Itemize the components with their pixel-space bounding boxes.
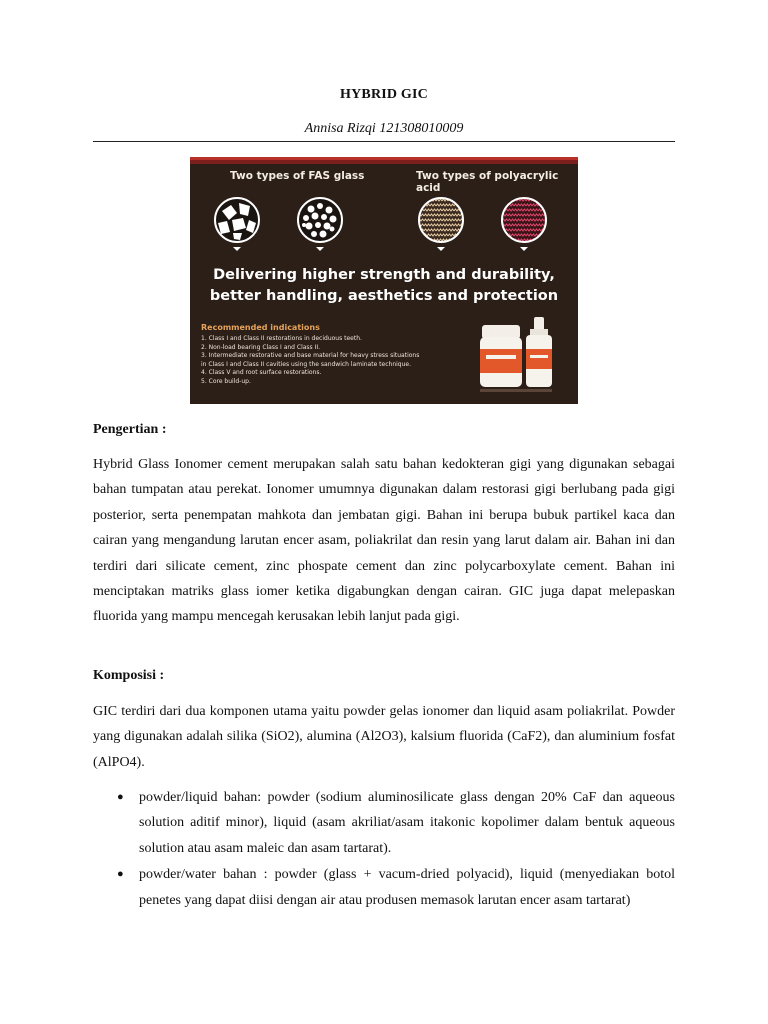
indication-item: 2. Non-load bearing Class I and Class II. xyxy=(201,343,321,351)
figure-label-polyacrylic-acid: Two types of polyacrylic acid xyxy=(416,170,559,194)
bullet-icon: ● xyxy=(117,868,124,881)
figure-headline-line1: Delivering higher strength and durability, xyxy=(213,267,555,283)
figure-headline-line2: better handling, aesthetics and protection xyxy=(209,288,559,304)
figure-label-fas-glass: Two types of FAS glass xyxy=(230,170,365,182)
composition-bullet-list xyxy=(93,785,675,914)
product-bottles-image xyxy=(478,315,568,395)
paragraph-komposisi: GIC terdiri dari dua komponen utama yaitu powder gelas ionomer dan liquid asam poliakrilat. Powder yang digunakan adalah silika (SiO2), alumina (Al2O3), kalsium fluorida (CaF2), dan aluminium fosfat (AlPO4). xyxy=(93,704,675,770)
indication-item: 3. Intermediate restorative and base material for heavy stress situations xyxy=(201,352,420,360)
list-item xyxy=(93,862,675,913)
bullet-text: powder/liquid bahan: powder (sodium aluminosilicate glass dengan 20% CaF dan aqueous solution aditif minor), liquid (asam akriliat/asam itakonic kopolimer dalam bentuk aqueous solution atau asam maleic dan asam tartarat). xyxy=(139,790,675,856)
paragraph-pengertian: Hybrid Glass Ionomer cement merupakan salah satu bahan kedokteran gigi yang digunakan sebagai bahan tumpatan atau perekat. Ionomer umumnya digunakan dalam restorasi gigi berlubang pada gigi posterior, serta penempatan mahkota dan jembatan gigi. Bahan ini berupa bubuk partikel kaca dan cairan yang mengandung larutan encer asam, poliakrilat dan resin yang larut dalam air. Bahan ini dan terdiri dari silicate cement, zinc phospate cement dan zinc polycarboxylate cement. Bahan ini menciptakan matriks glass iomer ketika digabungkan dengan cairan. GIC juga dapat melepaskan fluorida yang mampu mencegah kerusakan lebih lanjut pada gigi. xyxy=(93,457,675,625)
section-heading-komposisi: Komposisi : xyxy=(93,668,165,683)
document-title: HYBRID GIC xyxy=(340,87,428,102)
list-item xyxy=(93,785,675,861)
section-heading-pengertian: Pengertian : xyxy=(93,422,167,437)
figure-top-band-accent xyxy=(190,157,578,160)
header-divider xyxy=(93,141,675,142)
down-arrow-icons xyxy=(233,247,528,251)
bullet-text: powder/water bahan : powder (glass + vacum-dried polyacid), liquid (menyediakan botol penetes yang dapat diisi dengan air atau produsen memasok larutan encer asam tartarat) xyxy=(139,867,675,908)
recommended-indications-list xyxy=(201,335,471,387)
indication-item: 1. Class I and Class II restorations in deciduous teeth. xyxy=(201,335,362,342)
recommended-indications-title: Recommended indications xyxy=(201,323,320,332)
figure-headline xyxy=(190,265,578,307)
indication-item: 5. Core build-up. xyxy=(201,377,251,385)
document-author: Annisa Rizqi 121308010009 xyxy=(304,121,464,136)
particle-illustrations xyxy=(190,193,578,253)
indication-item: in Class I and Class II cavities using the sandwich laminate technique. xyxy=(201,360,411,368)
bullet-icon: ● xyxy=(117,791,124,803)
polyacrylic-acid-red-icon xyxy=(502,198,546,242)
fine-glass-particles-icon xyxy=(298,198,342,242)
product-figure xyxy=(190,157,578,404)
large-glass-particles-icon xyxy=(215,198,259,242)
polyacrylic-acid-beige-icon xyxy=(419,198,463,242)
indication-item: 4. Class V and root surface restorations. xyxy=(201,369,322,377)
